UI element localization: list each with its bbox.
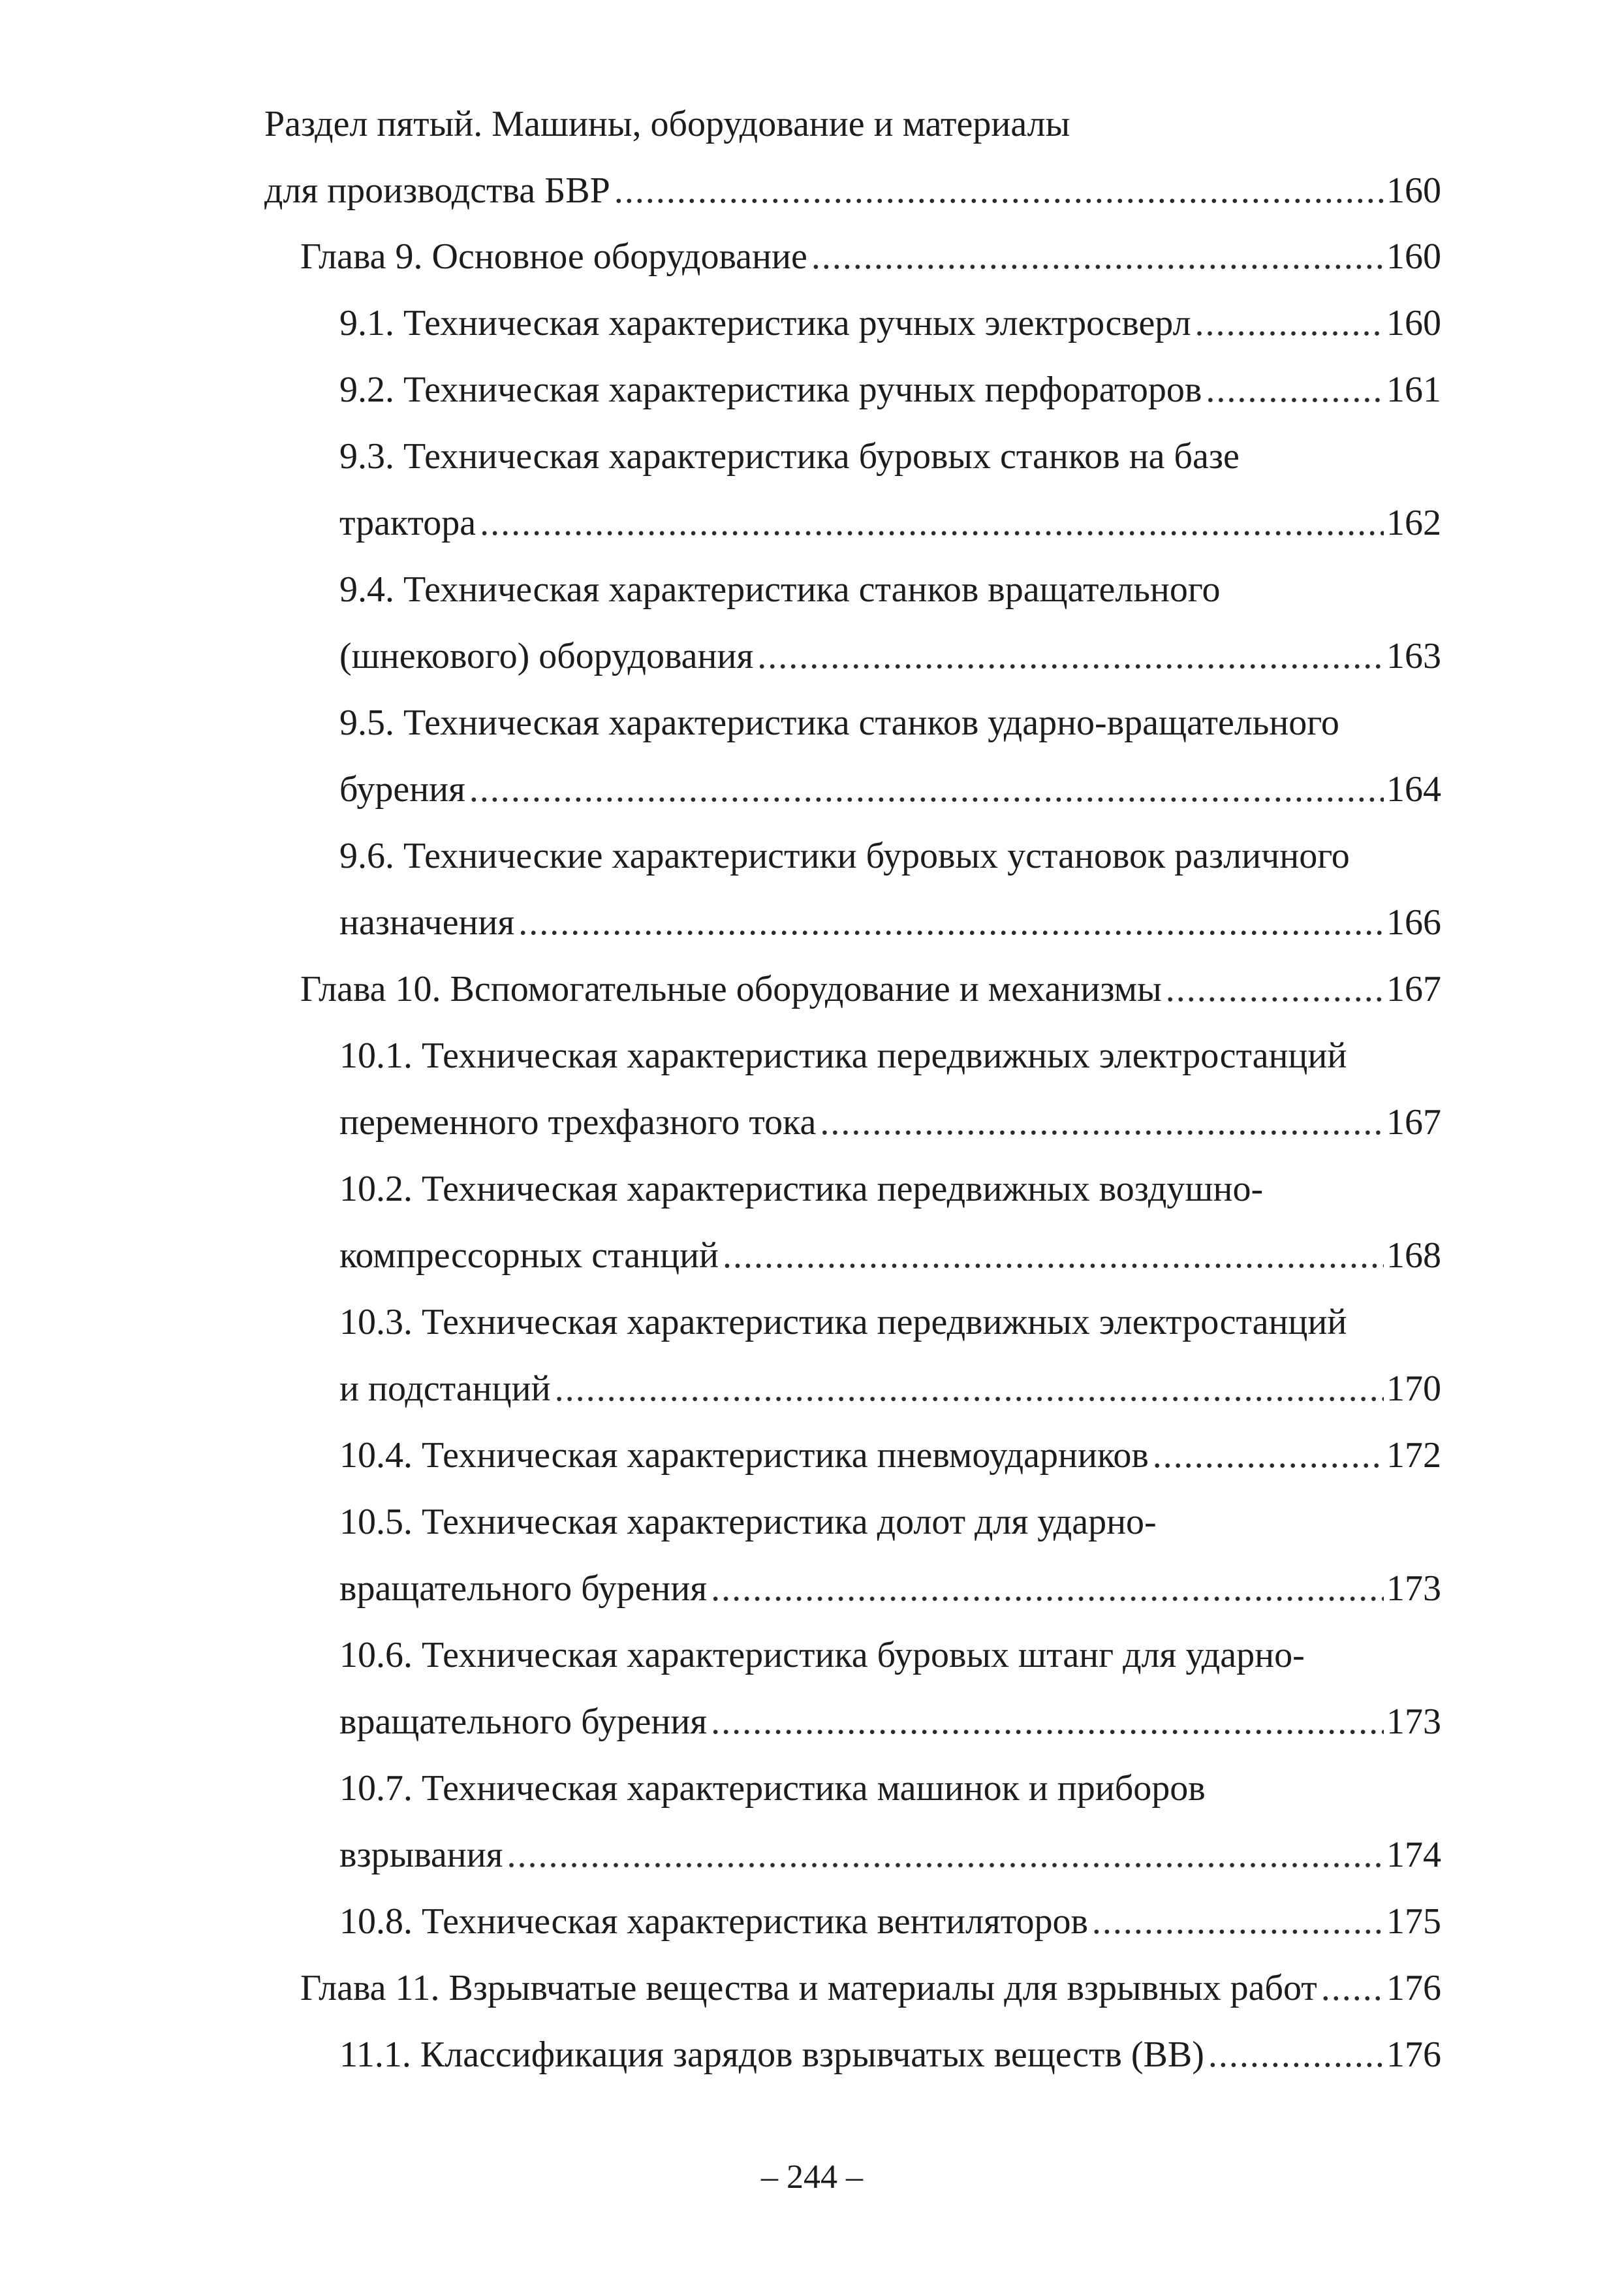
toc-page-number: 160 (1386, 303, 1441, 343)
toc-entry (339, 1632, 1441, 1678)
toc-entry-text: взрывания (339, 1835, 503, 1875)
dot-leader (1195, 300, 1384, 346)
toc-entry-text: трактора (339, 503, 476, 543)
toc-entry-text: 11.1. Классификация зарядов взрывчатых веществ (ВВ) (339, 2034, 1204, 2075)
toc-page-number: 172 (1386, 1435, 1441, 1476)
toc-entry (339, 1432, 1441, 1478)
toc-entry (339, 900, 1441, 945)
toc-entry-text: переменного трехфазного тока (339, 1102, 817, 1143)
toc-entry (339, 434, 1441, 479)
toc-page-number: 164 (1386, 769, 1441, 810)
dot-leader (1092, 1899, 1384, 1944)
toc-entry-text: вращательного бурения (339, 1701, 708, 1742)
toc-entry (339, 1033, 1441, 1079)
toc-entry-text: назначения (339, 902, 515, 943)
toc-entry-text: 10.6. Техническая характеристика буровых штанг для ударно- (339, 1635, 1305, 1675)
toc-entry (339, 1366, 1441, 1412)
toc-page-number: 175 (1386, 1901, 1441, 1942)
toc-entry (339, 1832, 1441, 1878)
toc-entry (339, 833, 1441, 879)
toc-page-number: 173 (1386, 1568, 1441, 1609)
toc-chapter (300, 966, 1441, 1012)
toc-entry-text: 9.5. Техническая характеристика станков ударно-вращательного (339, 703, 1339, 743)
toc-page-number: 161 (1386, 370, 1441, 410)
toc-page-number: 173 (1386, 1701, 1441, 1742)
dot-leader (480, 500, 1384, 546)
toc-entry-text: и подстанций (339, 1368, 551, 1409)
toc-page-number: 166 (1386, 902, 1441, 943)
dot-leader (757, 633, 1384, 679)
toc-entry-text: 10.7. Техническая характеристика машинок и приборов (339, 1768, 1206, 1809)
toc-page-number: 160 (1386, 236, 1441, 277)
toc-entry-text: 9.1. Техническая характеристика ручных электросверл (339, 303, 1191, 343)
toc-page-number: 167 (1386, 969, 1441, 1009)
dot-leader (518, 900, 1384, 945)
dot-leader (1321, 1965, 1384, 2011)
toc-page-number: 167 (1386, 1102, 1441, 1143)
toc-entry-text: Глава 11. Взрывчатые вещества и материалы для взрывных работ (300, 1968, 1317, 2008)
toc-entry-text: (шнекового) оборудования (339, 636, 754, 676)
toc-entry-text: компрессорных станций (339, 1235, 719, 1276)
toc-page-number: 176 (1386, 2034, 1441, 2075)
dot-leader (1206, 367, 1384, 413)
toc-entry (339, 567, 1441, 612)
toc-page-number: 163 (1386, 636, 1441, 676)
toc-entry (339, 1099, 1441, 1145)
toc-entry (339, 2032, 1441, 2078)
toc-entry-text: Глава 10. Вспомогательные оборудование и механизмы (300, 969, 1162, 1009)
toc-entry (339, 1166, 1441, 1212)
toc-entry (339, 1899, 1441, 1944)
toc-entry-text: бурения (339, 769, 465, 810)
dot-leader (723, 1233, 1384, 1278)
dot-leader (1208, 2032, 1384, 2078)
toc-entry (339, 300, 1441, 346)
toc-entry-text: 9.4. Техническая характеристика станков вращательного (339, 569, 1221, 610)
toc-entry-text: 9.2. Техническая характеристика ручных перфораторов (339, 370, 1202, 410)
toc-entry (339, 633, 1441, 679)
dot-leader (711, 1566, 1384, 1611)
toc-entry (339, 1299, 1441, 1345)
toc-section-title (264, 101, 1441, 147)
toc-entry-text: 10.3. Техническая характеристика передвижных электростанций (339, 1302, 1347, 1342)
toc-entry (339, 767, 1441, 812)
toc-entry-text: Раздел пятый. Машины, оборудование и материалы (264, 104, 1070, 144)
toc-page-number: 160 (1386, 170, 1441, 211)
dot-leader (1166, 966, 1384, 1012)
toc-entry (339, 700, 1441, 746)
toc-entry (339, 500, 1441, 546)
toc-page-number: 174 (1386, 1835, 1441, 1875)
toc-entry (339, 1765, 1441, 1811)
toc-entry-text: 10.1. Техническая характеристика передвижных электростанций (339, 1036, 1347, 1076)
toc-entry-text: вращательного бурения (339, 1568, 708, 1609)
toc-entry-text: 10.5. Техническая характеристика долот для ударно- (339, 1502, 1157, 1542)
dot-leader (555, 1366, 1384, 1412)
toc-page-number: 170 (1386, 1368, 1441, 1409)
toc-entry (339, 1566, 1441, 1611)
toc-page-number: 168 (1386, 1235, 1441, 1276)
dot-leader (614, 168, 1384, 213)
dot-leader (1153, 1432, 1384, 1478)
dot-leader (811, 234, 1384, 279)
toc-entry-text: для производства БВР (264, 170, 610, 211)
toc-entry-text: 10.4. Техническая характеристика пневмоударников (339, 1435, 1149, 1476)
toc-entry (339, 367, 1441, 413)
toc-entry-text: Глава 9. Основное оборудование (300, 236, 807, 277)
toc-entry-text: 9.6. Технические характеристики буровых установок различного (339, 836, 1350, 876)
toc-entry (264, 168, 1441, 213)
dot-leader (469, 767, 1384, 812)
toc-chapter (300, 1965, 1441, 2011)
dot-leader (820, 1099, 1384, 1145)
page-number-footer: – 244 – (761, 2159, 863, 2196)
toc-page-number: 162 (1386, 503, 1441, 543)
dot-leader (507, 1832, 1384, 1878)
toc-entry-text: 9.3. Техническая характеристика буровых станков на базе (339, 436, 1240, 477)
toc-entry-text: 10.8. Техническая характеристика вентиляторов (339, 1901, 1088, 1942)
toc-entry (339, 1699, 1441, 1745)
dot-leader (711, 1699, 1384, 1745)
toc-chapter (300, 234, 1441, 279)
toc-entry (339, 1233, 1441, 1278)
toc-entry-text: 10.2. Техническая характеристика передвижных воздушно- (339, 1169, 1264, 1209)
toc-page-number: 176 (1386, 1968, 1441, 2008)
toc-entry (339, 1499, 1441, 1545)
